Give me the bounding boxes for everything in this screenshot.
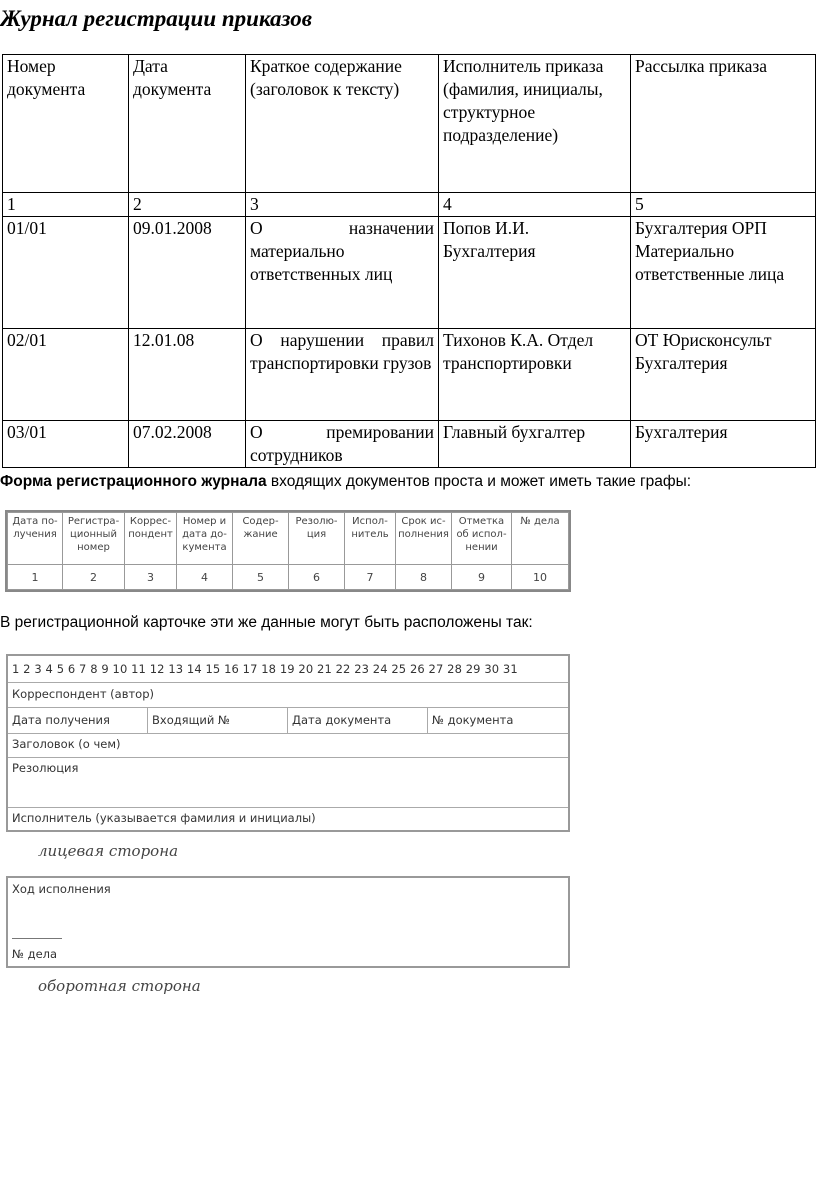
card-incoming-no-label: Входящий № [152, 713, 230, 727]
col-number: 4 [439, 193, 631, 217]
cell-doc-date: 12.01.08 [129, 329, 246, 421]
cell-executor: Главный бухгалтер [439, 421, 631, 468]
form-columns-number-row [8, 565, 569, 590]
form-column-header: Содер-жание [233, 513, 289, 565]
caption-front-side: лицевая сторона [38, 842, 179, 860]
table-row [3, 421, 816, 468]
form-column-header: Отметка об испол-нении [452, 513, 512, 565]
cell-summary: О назначении материально ответственных лиц [246, 217, 439, 329]
cell-distribution: ОТ Юрисконсульт Бухгалтерия [631, 329, 816, 421]
col-number: 2 [129, 193, 246, 217]
card-doc-date-cell [288, 707, 428, 733]
form-column-number: 6 [289, 565, 345, 590]
col-number: 1 [3, 193, 129, 217]
header-distribution: Рассылка приказа [631, 55, 816, 193]
card-resolution-label: Резолюция [12, 761, 79, 775]
form-column-header: Дата по-лучения [8, 513, 63, 565]
cell-summary: О нарушении правил транспортировки грузов [246, 329, 439, 421]
form-column-number: 2 [63, 565, 125, 590]
page-title: Журнал регистрации приказов [0, 6, 312, 31]
form-column-number: 7 [345, 565, 396, 590]
form-columns-header-row [8, 513, 569, 565]
card-received-date-cell [8, 707, 148, 733]
paragraph-journal-form [0, 472, 691, 492]
journal-table [2, 54, 816, 468]
form-column-number: 5 [233, 565, 289, 590]
cell-doc-number: 01/01 [3, 217, 129, 329]
header-doc-date: Дата документа [129, 55, 246, 193]
card-executor-row [8, 807, 568, 830]
form-column-header: Испол-нитель [345, 513, 396, 565]
cell-doc-number: 03/01 [3, 421, 129, 468]
journal-header-row [3, 55, 816, 193]
cell-executor: Тихонов К.А. Отдел транспортировки [439, 329, 631, 421]
card-progress-label: Ход исполнения [12, 882, 111, 896]
card-meta-row [8, 707, 568, 734]
cell-executor: Попов И.И. Бухгалтерия [439, 217, 631, 329]
cell-distribution: Бухгалтерия ОРП Материально ответственные лица [631, 217, 816, 329]
form-column-header: Номер и дата до-кумента [177, 513, 233, 565]
table-row [3, 329, 816, 421]
cell-doc-date: 09.01.2008 [129, 217, 246, 329]
card-resolution-row [8, 757, 568, 808]
form-column-number: 9 [452, 565, 512, 590]
card-doc-date-label: Дата документа [292, 713, 392, 727]
card-doc-no-label: № документа [432, 713, 514, 727]
card-case-no-label: № дела [12, 947, 58, 961]
header-summary: Краткое содержание (заголовок к тексту) [246, 55, 439, 193]
card-correspondent-row [8, 682, 568, 708]
caption-back-side: оборотная сторона [38, 977, 201, 995]
form-column-number: 10 [512, 565, 569, 590]
form-column-header: Резолю-ция [289, 513, 345, 565]
form-column-header: Срок ис-полнения [396, 513, 452, 565]
form-columns-table [7, 512, 569, 590]
cell-distribution: Бухгалтерия [631, 421, 816, 468]
header-executor: Исполнитель приказа (фамилия, инициалы, структурное подразделение) [439, 55, 631, 193]
form-column-number: 3 [125, 565, 177, 590]
card-days: 1 2 3 4 5 6 7 8 9 10 11 12 13 14 15 16 17 18 19 20 21 22 23 24 25 26 27 28 29 30 31 [12, 662, 518, 676]
table-row [3, 217, 816, 329]
form-column-number: 4 [177, 565, 233, 590]
form-column-header: Коррес-пондент [125, 513, 177, 565]
card-executor-label: Исполнитель (указывается фамилия и инициалы) [12, 811, 316, 825]
cell-summary: О премировании сотрудников [246, 421, 439, 468]
card-subject-row [8, 733, 568, 758]
header-doc-number: Номер документа [3, 55, 129, 193]
form-column-number: 8 [396, 565, 452, 590]
registration-card-back [6, 876, 570, 968]
registration-card-front [6, 654, 570, 832]
card-subject-label: Заголовок (о чем) [12, 737, 121, 751]
card-incoming-no-cell [148, 707, 288, 733]
cell-doc-number: 02/01 [3, 329, 129, 421]
journal-number-row [3, 193, 816, 217]
card-divider-line [12, 938, 62, 939]
form-column-header: № дела [512, 513, 569, 565]
col-number: 5 [631, 193, 816, 217]
form-column-number: 1 [8, 565, 63, 590]
form-column-header: Регистра-ционный номер [63, 513, 125, 565]
card-correspondent-label: Корреспондент (автор) [12, 687, 155, 701]
card-doc-no-cell [428, 707, 568, 733]
col-number: 3 [246, 193, 439, 217]
paragraph-rest: входящих документов проста и может иметь такие графы: [266, 473, 692, 490]
bold-phrase: Форма регистрационного журнала [0, 473, 267, 490]
card-days-row [8, 656, 568, 683]
paragraph-card-intro: В регистрационной карточке эти же данные могут быть расположены так: [0, 614, 533, 631]
card-received-date-label: Дата получения [12, 713, 110, 727]
cell-doc-date: 07.02.2008 [129, 421, 246, 468]
